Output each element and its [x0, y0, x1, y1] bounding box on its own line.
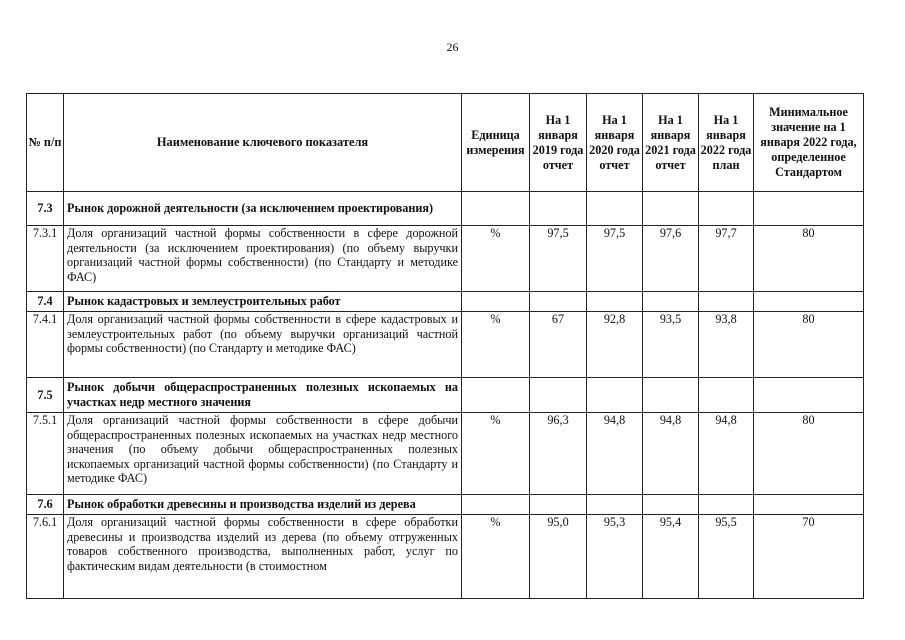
unit-cell: %: [462, 413, 530, 495]
row-number: 7.3.1: [27, 226, 64, 292]
value-minimum: 80: [754, 226, 864, 292]
value-2020: 97,5: [587, 226, 643, 292]
indicator-name: Доля организаций частной формы собственности в сфере добычи общераспространенных полезных ископаемых на участках недр местного значения (по объему добычи общераспространенных полезных ископаемых организаций частной формы собственности) (по Стандарту и методике ФАС): [64, 413, 462, 495]
table-row: [27, 515, 864, 599]
value-2021: 97,6: [643, 226, 699, 292]
section-row: [27, 292, 864, 312]
row-number: 7.4.1: [27, 312, 64, 378]
value-2019: 95,0: [530, 515, 587, 599]
section-row: [27, 378, 864, 413]
row-number: 7.5.1: [27, 413, 64, 495]
empty-cell: [587, 292, 643, 312]
section-row: [27, 495, 864, 515]
row-number: 7.5: [27, 378, 64, 413]
value-2019: 67: [530, 312, 587, 378]
empty-cell: [754, 192, 864, 226]
section-title: Рынок добычи общераспространенных полезных ископаемых на участках недр местного значения: [64, 378, 462, 413]
empty-cell: [643, 495, 699, 515]
empty-cell: [754, 292, 864, 312]
value-2022: 97,7: [699, 226, 754, 292]
section-row: [27, 192, 864, 226]
empty-cell: [587, 378, 643, 413]
value-2019: 97,5: [530, 226, 587, 292]
value-2019: 96,3: [530, 413, 587, 495]
header-2022: На 1 января 2022 года план: [699, 94, 754, 192]
empty-cell: [699, 192, 754, 226]
empty-cell: [530, 378, 587, 413]
table-row: [27, 312, 864, 378]
value-minimum: 80: [754, 312, 864, 378]
empty-cell: [754, 378, 864, 413]
value-2021: 93,5: [643, 312, 699, 378]
unit-cell: %: [462, 226, 530, 292]
value-2021: 94,8: [643, 413, 699, 495]
table-header-row: [27, 94, 864, 192]
empty-cell: [530, 495, 587, 515]
unit-cell: %: [462, 515, 530, 599]
empty-cell: [462, 192, 530, 226]
header-2019: На 1 января 2019 года отчет: [530, 94, 587, 192]
value-2020: 92,8: [587, 312, 643, 378]
empty-cell: [754, 495, 864, 515]
value-minimum: 80: [754, 413, 864, 495]
row-number: 7.4: [27, 292, 64, 312]
empty-cell: [587, 495, 643, 515]
key-indicators-table: [26, 93, 864, 599]
row-number: 7.6.1: [27, 515, 64, 599]
header-2021: На 1 января 2021 года отчет: [643, 94, 699, 192]
header-2020: На 1 января 2020 года отчет: [587, 94, 643, 192]
empty-cell: [462, 378, 530, 413]
empty-cell: [462, 495, 530, 515]
header-minimum-value: Минимальное значение на 1 января 2022 года, определенное Стандартом: [754, 94, 864, 192]
value-2022: 93,8: [699, 312, 754, 378]
empty-cell: [643, 192, 699, 226]
page-number: 26: [446, 40, 459, 54]
section-title: Рынок дорожной деятельности (за исключением проектирования): [64, 192, 462, 226]
empty-cell: [462, 292, 530, 312]
table-row: [27, 413, 864, 495]
empty-cell: [643, 378, 699, 413]
empty-cell: [643, 292, 699, 312]
value-2020: 94,8: [587, 413, 643, 495]
section-title: Рынок кадастровых и землеустроительных работ: [64, 292, 462, 312]
empty-cell: [530, 292, 587, 312]
value-2020: 95,3: [587, 515, 643, 599]
unit-cell: %: [462, 312, 530, 378]
table-row: [27, 226, 864, 292]
indicator-name: Доля организаций частной формы собственности в сфере дорожной деятельности (за исключением проектирования) (по объему выручки организаций частной формы собственности) (по Стандарту и методике ФАС): [64, 226, 462, 292]
empty-cell: [530, 192, 587, 226]
empty-cell: [699, 495, 754, 515]
empty-cell: [699, 378, 754, 413]
row-number: 7.3: [27, 192, 64, 226]
header-unit: Единица измерения: [462, 94, 530, 192]
indicator-name: Доля организаций частной формы собственности в сфере кадастровых и землеустроительных работ (по объему выручки организаций частной формы собственности) (по Стандарту и методике ФАС): [64, 312, 462, 378]
value-minimum: 70: [754, 515, 864, 599]
value-2021: 95,4: [643, 515, 699, 599]
empty-cell: [699, 292, 754, 312]
row-number: 7.6: [27, 495, 64, 515]
empty-cell: [587, 192, 643, 226]
indicator-name: Доля организаций частной формы собственности в сфере обработки древесины и производства изделий из дерева (по объему отгруженных товаров собственного производства, выполненных работ, услуг по фактическим видам деятельности (в стоимостном: [64, 515, 462, 599]
header-indicator-name: Наименование ключевого показателя: [64, 94, 462, 192]
value-2022: 95,5: [699, 515, 754, 599]
section-title: Рынок обработки древесины и производства изделий из дерева: [64, 495, 462, 515]
header-number: № п/п: [27, 94, 64, 192]
value-2022: 94,8: [699, 413, 754, 495]
